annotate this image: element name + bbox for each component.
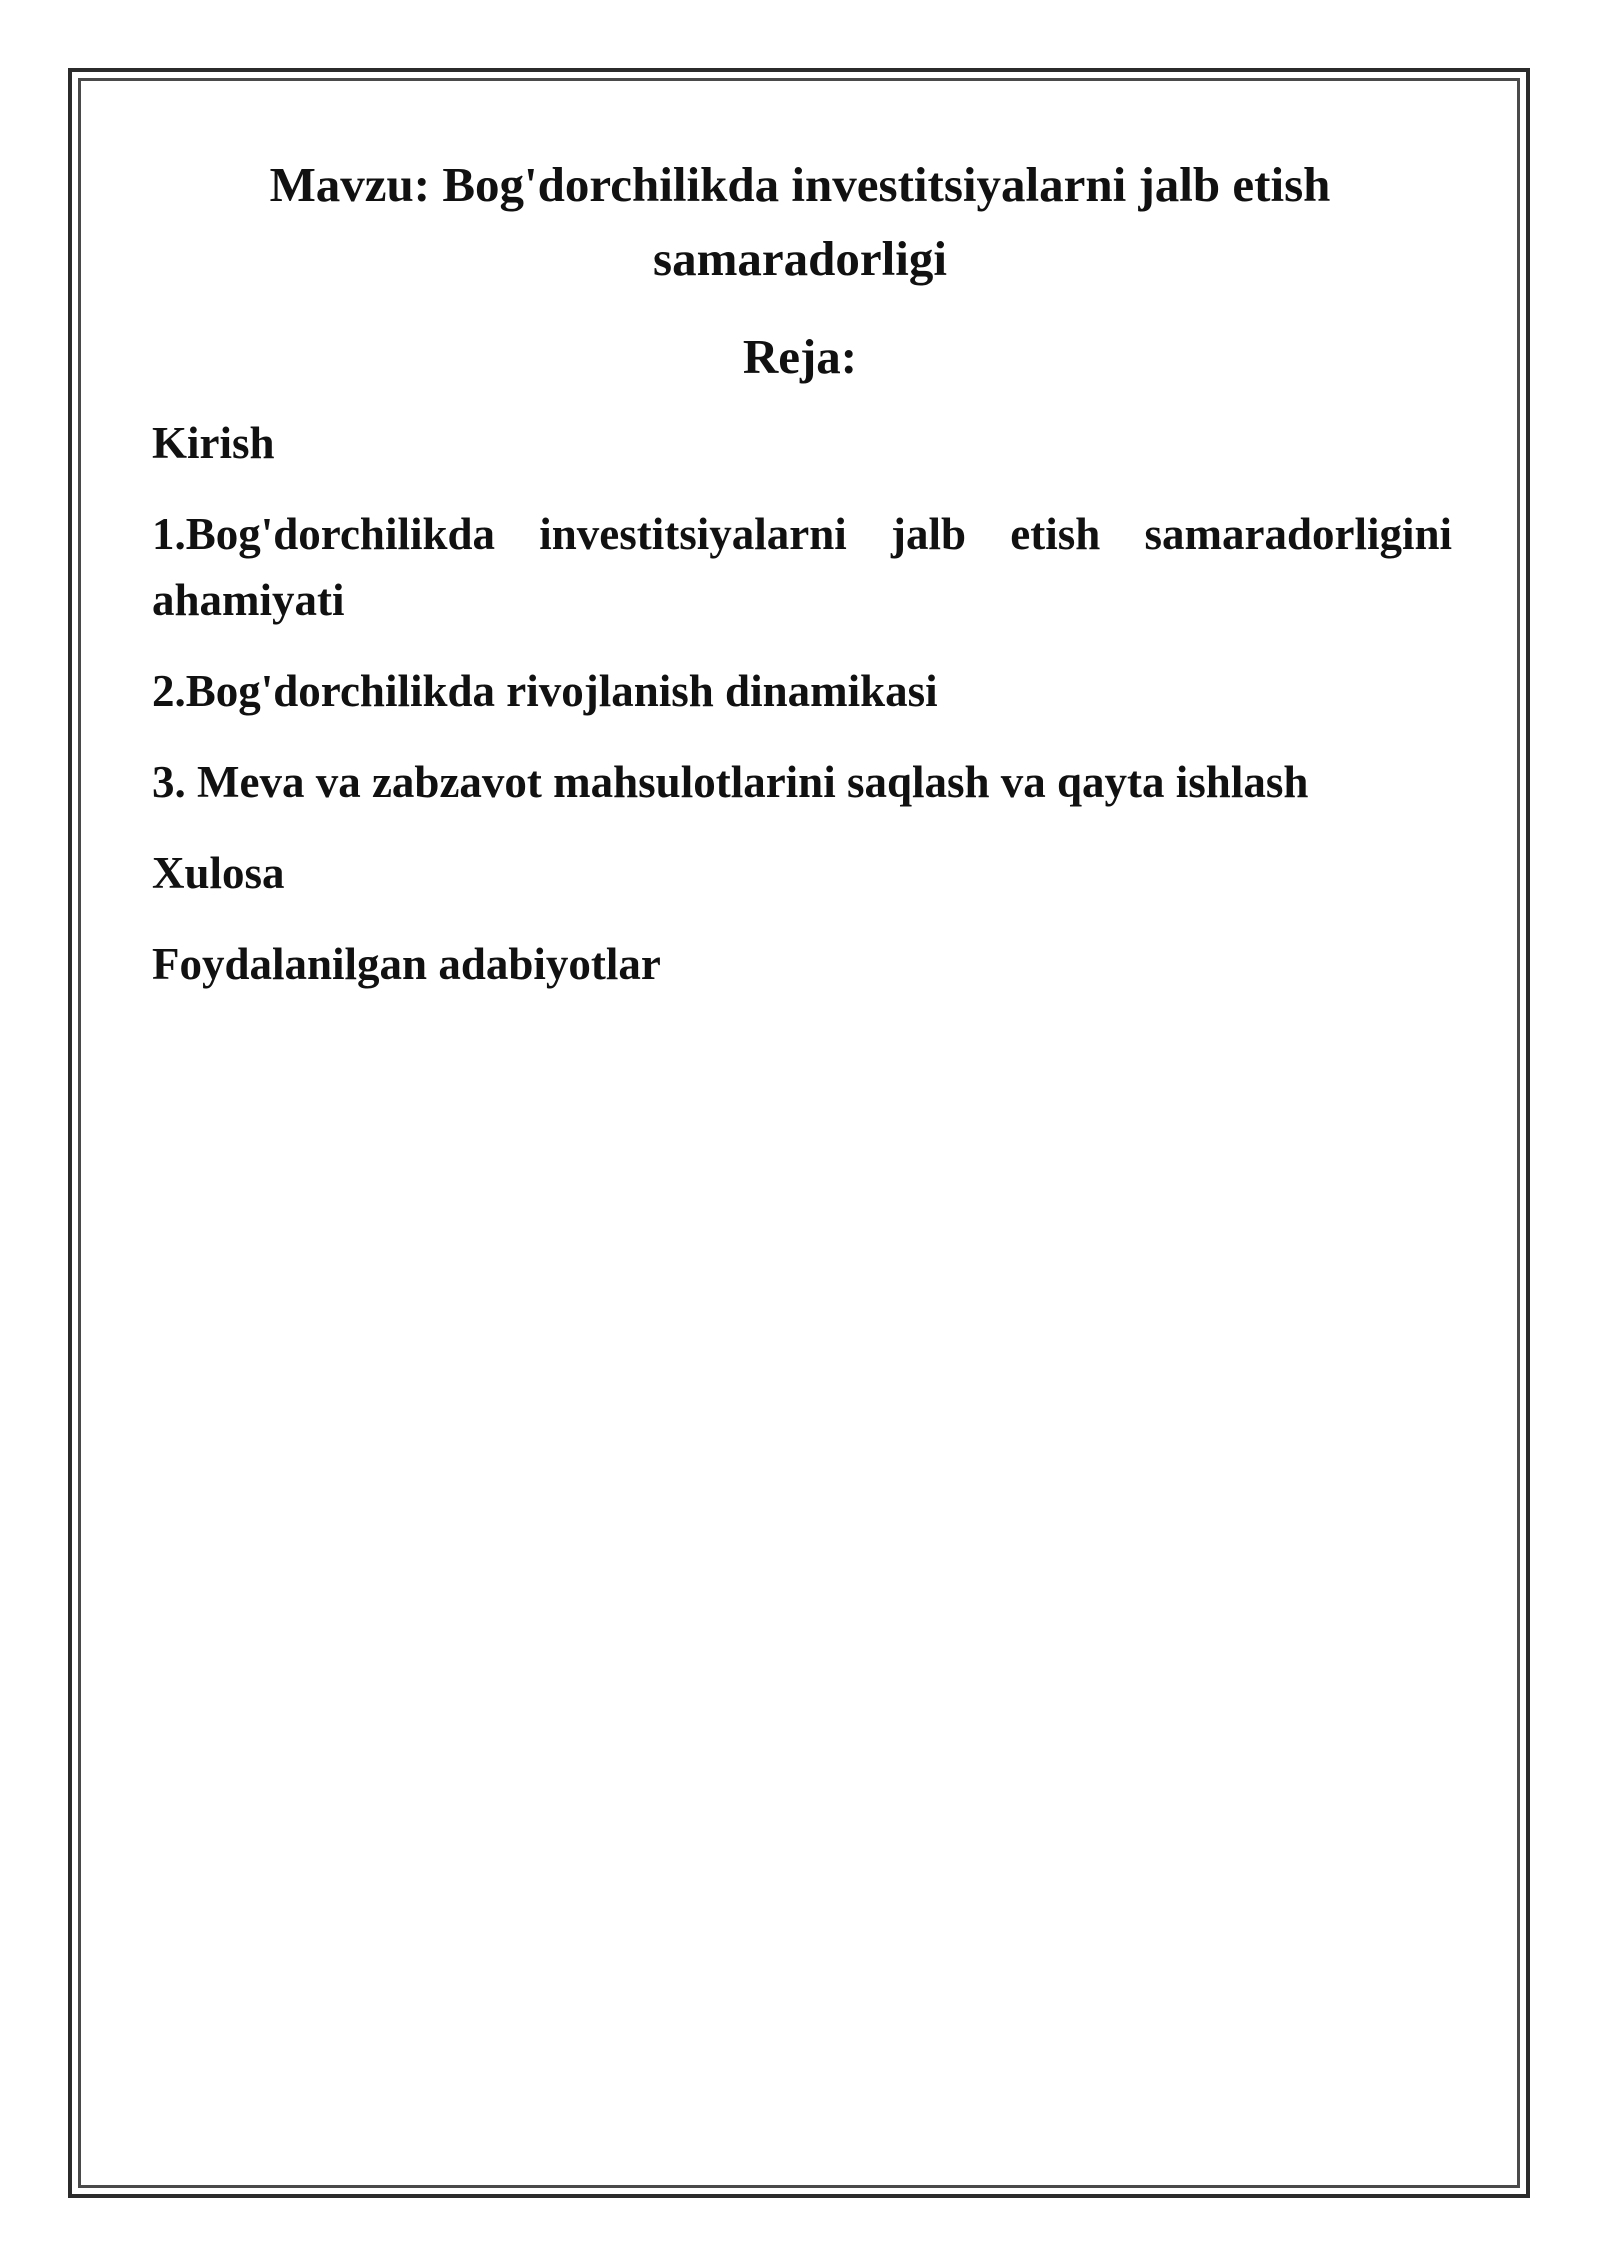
plan-item-conclusion: Xulosa (152, 848, 285, 898)
plan-item-introduction: Kirish (152, 418, 275, 468)
page-title: Mavzu: Bog'dorchilikda investitsiyalarni jalb etish samaradorligi (269, 157, 1331, 286)
plan-item-1: 1.Bog'dorchilikda investitsiyalarni jalb etish samaradorligini ahamiyati (152, 509, 1452, 625)
plan-item-2: 2.Bog'dorchilikda rivojlanish dinamikasi (152, 666, 938, 716)
plan-list (152, 410, 1452, 1022)
plan-item-references: Foydalanilgan adabiyotlar (152, 939, 661, 989)
plan-heading: Reja: (742, 329, 858, 384)
plan-item-3: 3. Meva va zabzavot mahsulotlarini saqlash va qayta ishlash (152, 757, 1309, 807)
